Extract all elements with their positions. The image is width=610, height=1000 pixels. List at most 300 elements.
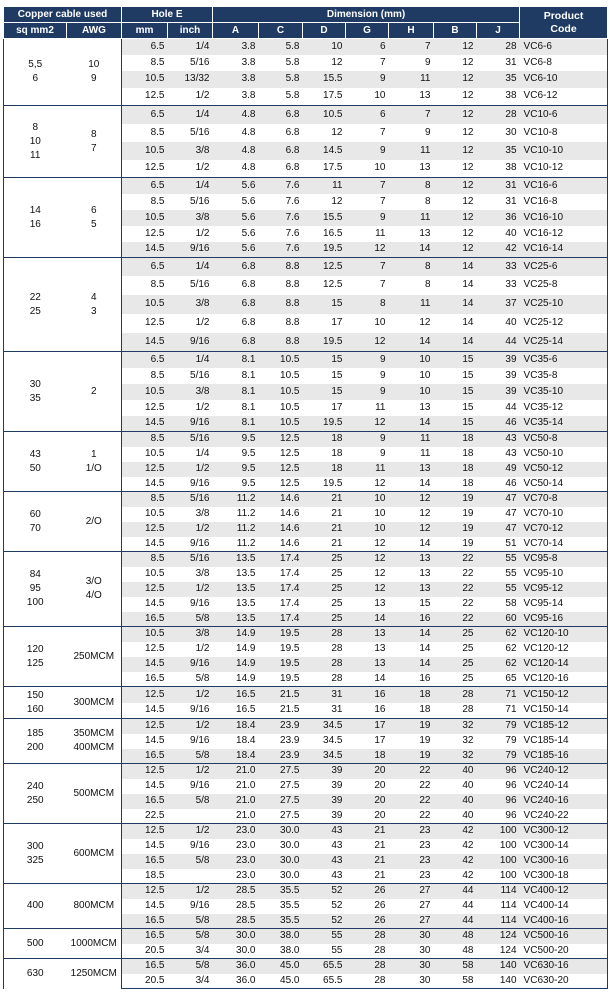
cell-b: 25 bbox=[434, 672, 477, 687]
cell-h: 23 bbox=[389, 854, 434, 869]
cell-b: 15 bbox=[462, 401, 474, 413]
cell-mm: 6.5 bbox=[122, 178, 168, 194]
cell-d: 31 bbox=[303, 703, 346, 719]
cell-b: 22 bbox=[434, 582, 477, 597]
cell-inch: 5/8 bbox=[168, 612, 213, 627]
cell-c: 38.0 bbox=[259, 944, 303, 959]
cell-g: 7 bbox=[346, 178, 389, 194]
cell-inch: 9/16 bbox=[168, 333, 213, 352]
cell-j: 31 bbox=[505, 56, 517, 68]
cell-d: 15 bbox=[303, 352, 346, 368]
cell-c: 17.4 bbox=[259, 612, 303, 627]
cell-mm: 6.5 bbox=[122, 352, 168, 368]
cell-j: 44 bbox=[477, 333, 520, 352]
cell-a: 3.8 bbox=[241, 56, 256, 68]
cell-j: 79 bbox=[477, 749, 520, 764]
product-code-cell: VC500-20 bbox=[520, 944, 608, 959]
cell-j: 35 bbox=[477, 71, 520, 88]
cell-b: 14 bbox=[434, 295, 477, 314]
cell-g: 12 bbox=[346, 242, 389, 258]
product-code-cell: VC400-12 bbox=[520, 884, 608, 899]
cell-j: 60 bbox=[477, 612, 520, 627]
product-code-cell: VC120-12 bbox=[520, 642, 608, 657]
cell-h: 13 bbox=[389, 582, 434, 597]
product-code-cell: VC70-14 bbox=[520, 537, 608, 552]
cell-inch: 1/4 bbox=[168, 39, 213, 55]
awg-value: 350MCM bbox=[73, 728, 115, 739]
cell-d: 34.5 bbox=[303, 749, 346, 764]
cell-g: 26 bbox=[346, 884, 389, 899]
cell-a: 13.5 bbox=[213, 582, 259, 597]
awg-value: 1/O bbox=[85, 462, 102, 474]
product-code-cell: VC300-18 bbox=[520, 869, 608, 884]
cell-inch: 9/16 bbox=[190, 900, 210, 911]
cell-a: 36.0 bbox=[213, 974, 259, 989]
cable-sq-mm2-cell bbox=[4, 627, 67, 687]
cell-g: 12 bbox=[374, 568, 386, 579]
cell-d: 12.5 bbox=[323, 279, 343, 290]
cell-a: 5.6 bbox=[213, 242, 259, 258]
cell-d: 31 bbox=[303, 687, 346, 703]
cable-awg-cell bbox=[67, 824, 122, 884]
cell-a: 18.4 bbox=[213, 719, 259, 734]
cell-inch bbox=[168, 869, 213, 884]
cell-g: 11 bbox=[375, 227, 386, 239]
cell-mm: 12.5 bbox=[122, 160, 168, 178]
cell-mm: 10.5 bbox=[122, 627, 168, 642]
cell-h: 18 bbox=[389, 703, 434, 719]
cell-a: 18.4 bbox=[236, 735, 256, 746]
cell-b: 28 bbox=[434, 703, 477, 719]
sq-mm2-value: 200 bbox=[26, 742, 44, 753]
cell-inch: 1/2 bbox=[168, 160, 213, 178]
cell-j: 100 bbox=[477, 869, 520, 884]
cell-inch: 1/4 bbox=[168, 106, 213, 124]
cell-inch: 5/16 bbox=[190, 126, 210, 138]
cell-mm: 6.5 bbox=[122, 39, 168, 55]
cell-inch: 1/2 bbox=[168, 764, 213, 779]
cell-c: 8.8 bbox=[285, 279, 300, 290]
product-code-cell: VC185-14 bbox=[520, 734, 608, 749]
product-code-cell: VC10-12 bbox=[520, 160, 608, 178]
cell-g: 28 bbox=[346, 974, 389, 989]
cell-b: 22 bbox=[434, 612, 477, 627]
cell-b: 40 bbox=[462, 780, 474, 791]
cable-sq-mm2-cell bbox=[4, 432, 67, 492]
sq-mm2-value: 84 bbox=[29, 569, 41, 580]
cell-inch: 1/4 bbox=[195, 448, 210, 459]
cable-awg-cell bbox=[67, 178, 122, 258]
header-dim-c: C bbox=[259, 23, 303, 39]
cell-b: 15 bbox=[434, 352, 477, 368]
sq-mm2-value: 630 bbox=[26, 967, 44, 979]
cell-h: 10 bbox=[389, 384, 434, 400]
cell-j: 100 bbox=[477, 824, 520, 839]
awg-value: 800MCM bbox=[73, 900, 115, 911]
cell-b: 12 bbox=[434, 242, 477, 258]
cell-a: 21.0 bbox=[213, 809, 259, 824]
cell-d: 16.5 bbox=[323, 227, 343, 239]
cell-d: 21 bbox=[303, 537, 346, 552]
cell-b: 19 bbox=[434, 492, 477, 507]
cell-b: 48 bbox=[434, 929, 477, 944]
cell-b: 42 bbox=[434, 824, 477, 839]
cell-mm: 14.5 bbox=[122, 657, 168, 672]
cell-d: 25 bbox=[303, 582, 346, 597]
cell-inch: 5/8 bbox=[168, 794, 213, 809]
cell-c: 7.6 bbox=[285, 195, 300, 207]
cell-c: 6.8 bbox=[259, 106, 303, 124]
product-code-cell: VC95-10 bbox=[520, 567, 608, 582]
cell-c: 19.5 bbox=[280, 643, 300, 654]
cell-c: 10.5 bbox=[280, 369, 300, 381]
cell-inch: 1/2 bbox=[168, 88, 213, 106]
cell-inch: 1/2 bbox=[168, 719, 213, 734]
cell-h: 12 bbox=[419, 317, 431, 328]
cell-h: 30 bbox=[389, 929, 434, 944]
cell-h: 30 bbox=[389, 944, 434, 959]
cell-b: 22 bbox=[462, 598, 474, 609]
cell-b: 25 bbox=[434, 657, 477, 672]
cell-g: 26 bbox=[346, 914, 389, 929]
cell-mm: 14.5 bbox=[122, 477, 168, 492]
product-code-cell: VC400-14 bbox=[520, 899, 608, 914]
cell-h: 13 bbox=[419, 568, 431, 579]
cell-j: 114 bbox=[500, 900, 517, 911]
cable-sq-mm2-cell bbox=[4, 719, 67, 764]
sq-mm2-value: 50 bbox=[29, 462, 41, 474]
cell-inch: 9/16 bbox=[168, 537, 213, 552]
cell-d: 15 bbox=[303, 295, 346, 314]
cell-mm: 10.5 bbox=[122, 295, 168, 314]
cell-inch: 5/8 bbox=[168, 959, 213, 974]
cell-j: 39 bbox=[505, 369, 517, 381]
cell-b: 12 bbox=[462, 56, 474, 68]
awg-value: 9 bbox=[90, 73, 97, 84]
product-code-cell: VC300-12 bbox=[520, 824, 608, 839]
cell-d: 19.5 bbox=[303, 477, 346, 492]
cell-a: 16.5 bbox=[213, 687, 259, 703]
cell-j: 62 bbox=[505, 643, 517, 654]
cell-c: 7.6 bbox=[259, 210, 303, 226]
cell-b: 18 bbox=[434, 477, 477, 492]
cell-mm: 14.5 bbox=[122, 537, 168, 552]
cell-a: 36.0 bbox=[213, 959, 259, 974]
header-dim-g: G bbox=[346, 23, 389, 39]
awg-value: 4/O bbox=[85, 590, 102, 601]
cell-j: 46 bbox=[477, 477, 520, 492]
cell-b: 15 bbox=[462, 369, 474, 381]
cell-c: 21.5 bbox=[259, 687, 303, 703]
product-code-cell: VC25-12 bbox=[520, 314, 608, 333]
cell-j: 55 bbox=[477, 552, 520, 567]
cell-d: 12 bbox=[331, 195, 343, 207]
cell-mm: 16.5 bbox=[122, 959, 168, 974]
cell-a: 28.5 bbox=[236, 900, 256, 911]
cell-b: 42 bbox=[462, 840, 474, 851]
cell-b: 44 bbox=[434, 914, 477, 929]
cell-b: 12 bbox=[462, 126, 474, 138]
cell-mm: 20.5 bbox=[122, 944, 168, 959]
cell-inch: 5/16 bbox=[168, 432, 213, 447]
cell-inch: 1/4 bbox=[168, 352, 213, 368]
cell-inch: 5/16 bbox=[168, 552, 213, 567]
cell-g: 9 bbox=[346, 142, 389, 160]
cell-inch: 3/8 bbox=[195, 568, 210, 579]
cell-h: 14 bbox=[389, 627, 434, 642]
cell-c: 7.6 bbox=[285, 227, 300, 239]
sq-mm2-value: 14 bbox=[29, 204, 41, 216]
cell-c: 7.6 bbox=[259, 242, 303, 258]
cable-sq-mm2-cell bbox=[4, 178, 67, 258]
cell-g: 9 bbox=[346, 71, 389, 88]
cell-c: 14.6 bbox=[280, 508, 300, 519]
cell-h: 27 bbox=[389, 914, 434, 929]
cell-b: 28 bbox=[434, 687, 477, 703]
cell-b: 58 bbox=[434, 974, 477, 989]
cell-c: 23.9 bbox=[259, 749, 303, 764]
cell-a: 11.2 bbox=[213, 537, 259, 552]
cell-a: 13.5 bbox=[213, 552, 259, 567]
cell-a: 13.5 bbox=[236, 598, 256, 609]
cell-j: 31 bbox=[477, 178, 520, 194]
cell-mm: 12.5 bbox=[145, 317, 165, 328]
cell-h: 22 bbox=[419, 780, 431, 791]
cell-j: 100 bbox=[499, 840, 517, 851]
product-code-cell: VC16-8 bbox=[520, 194, 608, 210]
header-inch: inch bbox=[168, 23, 213, 39]
cell-g: 20 bbox=[374, 780, 386, 791]
cell-a: 8.1 bbox=[213, 352, 259, 368]
cell-g: 9 bbox=[379, 448, 386, 459]
cell-a: 11.2 bbox=[213, 492, 259, 507]
cell-mm: 12.5 bbox=[122, 719, 168, 734]
cell-a: 13.5 bbox=[236, 568, 256, 579]
product-code-cell: VC50-8 bbox=[520, 432, 608, 447]
product-code-cell: VC50-10 bbox=[520, 447, 608, 462]
cable-sq-mm2-cell bbox=[4, 959, 67, 989]
cell-a: 6.8 bbox=[241, 317, 256, 328]
cell-g: 9 bbox=[379, 369, 386, 381]
product-code-cell: VC240-12 bbox=[520, 764, 608, 779]
table-row bbox=[4, 39, 608, 55]
cell-g: 10 bbox=[346, 522, 389, 537]
sq-mm2-value: 11 bbox=[30, 149, 41, 161]
cell-g: 21 bbox=[346, 854, 389, 869]
cell-g: 14 bbox=[346, 612, 389, 627]
cell-c: 27.5 bbox=[280, 780, 300, 791]
cell-j: 33 bbox=[505, 279, 517, 290]
product-code-cell: VC240-22 bbox=[520, 809, 608, 824]
product-code-cell: VC95-8 bbox=[520, 552, 608, 567]
cell-b: 14 bbox=[462, 279, 474, 290]
cell-inch: 3/4 bbox=[168, 974, 213, 989]
cell-b: 40 bbox=[434, 794, 477, 809]
product-code-cell: VC16-6 bbox=[520, 178, 608, 194]
cell-inch: 3/8 bbox=[195, 508, 210, 519]
product-code-cell: VC25-8 bbox=[520, 276, 608, 295]
cable-sq-mm2-cell bbox=[4, 824, 67, 884]
cell-g: 13 bbox=[374, 643, 386, 654]
cell-j: 96 bbox=[477, 764, 520, 779]
cell-c: 17.4 bbox=[280, 598, 300, 609]
cell-mm: 22.5 bbox=[122, 809, 168, 824]
cell-mm: 12.5 bbox=[122, 582, 168, 597]
cell-j: 43 bbox=[505, 448, 517, 459]
cell-mm: 6.5 bbox=[122, 106, 168, 124]
cell-j: 96 bbox=[477, 809, 520, 824]
cell-h: 9 bbox=[424, 126, 431, 138]
cable-awg-cell bbox=[67, 959, 122, 989]
sq-mm2-value: 125 bbox=[26, 657, 44, 669]
cell-a: 23.0 bbox=[213, 869, 259, 884]
cell-inch: 5/16 bbox=[190, 56, 210, 68]
cell-inch: 1/2 bbox=[168, 582, 213, 597]
cell-c: 17.4 bbox=[280, 568, 300, 579]
cell-c: 30.0 bbox=[259, 869, 303, 884]
cable-awg-cell bbox=[67, 719, 122, 764]
cell-j: 124 bbox=[477, 944, 520, 959]
cell-h: 14 bbox=[389, 537, 434, 552]
sq-mm2-value: 8 bbox=[32, 121, 39, 133]
cell-inch: 1/2 bbox=[195, 643, 210, 654]
cell-g: 7 bbox=[379, 126, 386, 138]
cell-mm: 14.5 bbox=[145, 900, 165, 911]
cell-g: 9 bbox=[346, 384, 389, 400]
cell-c: 35.5 bbox=[259, 884, 303, 899]
product-code-cell: VC185-16 bbox=[520, 749, 608, 764]
cable-sq-mm2-cell bbox=[4, 258, 67, 352]
cell-h: 11 bbox=[389, 142, 434, 160]
cell-a: 13.5 bbox=[213, 612, 259, 627]
cell-h: 19 bbox=[389, 749, 434, 764]
cell-j: 124 bbox=[477, 929, 520, 944]
table-row bbox=[4, 432, 608, 447]
cell-d: 15.5 bbox=[303, 210, 346, 226]
awg-value: 600MCM bbox=[73, 847, 115, 859]
sq-mm2-value: 100 bbox=[26, 597, 44, 608]
cell-inch: 3/8 bbox=[168, 142, 213, 160]
cable-awg-cell bbox=[67, 352, 122, 432]
cell-h: 19 bbox=[419, 735, 431, 746]
product-code-cell: VC16-12 bbox=[520, 226, 608, 242]
cell-d: 39 bbox=[303, 764, 346, 779]
cell-c: 10.5 bbox=[280, 401, 300, 413]
cable-sq-mm2-cell bbox=[4, 552, 67, 627]
cell-d: 18 bbox=[303, 432, 346, 447]
cell-inch: 9/16 bbox=[168, 477, 213, 492]
product-code-cell: VC50-14 bbox=[520, 477, 608, 492]
cell-g: 13 bbox=[346, 657, 389, 672]
cell-g: 20 bbox=[346, 794, 389, 809]
cell-mm: 16.5 bbox=[122, 854, 168, 869]
cell-h: 30 bbox=[389, 959, 434, 974]
cell-a: 16.5 bbox=[213, 703, 259, 719]
product-code-cell: VC500-16 bbox=[520, 929, 608, 944]
cell-inch: 1/2 bbox=[168, 462, 213, 477]
cell-g: 13 bbox=[346, 627, 389, 642]
sq-mm2-value: 150 bbox=[26, 689, 44, 701]
cell-c: 10.5 bbox=[259, 384, 303, 400]
product-code-cell: VC6-6 bbox=[520, 39, 608, 55]
cell-a: 14.9 bbox=[213, 627, 259, 642]
product-code-cell: VC300-16 bbox=[520, 854, 608, 869]
product-code-cell: VC25-6 bbox=[520, 258, 608, 276]
header-product-code bbox=[520, 7, 608, 39]
cell-mm: 8.5 bbox=[150, 56, 165, 68]
sq-mm2-value: 60 bbox=[29, 508, 41, 520]
cell-a: 14.9 bbox=[236, 643, 256, 654]
product-code-cell: VC240-16 bbox=[520, 794, 608, 809]
cell-j: 100 bbox=[477, 854, 520, 869]
cell-c: 8.8 bbox=[259, 333, 303, 352]
cell-inch: 3/8 bbox=[168, 210, 213, 226]
cell-g: 9 bbox=[346, 432, 389, 447]
cell-mm: 8.5 bbox=[150, 369, 165, 381]
table-row bbox=[4, 764, 608, 779]
cell-g: 21 bbox=[374, 840, 386, 851]
cell-d: 10.5 bbox=[303, 106, 346, 124]
cell-mm: 8.5 bbox=[150, 279, 165, 290]
cell-d: 19.5 bbox=[303, 242, 346, 258]
cell-d: 28 bbox=[303, 627, 346, 642]
cell-g: 12 bbox=[346, 333, 389, 352]
cell-d: 28 bbox=[303, 672, 346, 687]
cell-d: 55 bbox=[303, 929, 346, 944]
cell-a: 5.6 bbox=[213, 178, 259, 194]
cable-awg-cell bbox=[67, 39, 122, 106]
cell-g: 12 bbox=[346, 537, 389, 552]
awg-value: 4 bbox=[90, 291, 97, 303]
cell-inch: 5/8 bbox=[168, 914, 213, 929]
product-code-cell: VC240-14 bbox=[520, 779, 608, 794]
awg-value: 5 bbox=[90, 218, 97, 230]
cell-b: 15 bbox=[434, 384, 477, 400]
cell-c: 27.5 bbox=[259, 809, 303, 824]
product-code-cell: VC70-10 bbox=[520, 507, 608, 522]
cell-j: 28 bbox=[477, 39, 520, 55]
cell-b: 14 bbox=[462, 317, 474, 328]
cell-d: 28 bbox=[331, 643, 343, 654]
cell-c: 5.8 bbox=[259, 71, 303, 88]
cell-d: 15 bbox=[331, 369, 343, 381]
cell-c: 17.4 bbox=[259, 552, 303, 567]
cell-h: 10 bbox=[389, 352, 434, 368]
cell-d: 11 bbox=[303, 178, 346, 194]
cell-j: 49 bbox=[477, 462, 520, 477]
header-dim-j: J bbox=[477, 23, 520, 39]
cell-inch: 5/8 bbox=[168, 929, 213, 944]
cell-g: 28 bbox=[346, 929, 389, 944]
cable-lug-spec-table bbox=[3, 6, 608, 989]
cell-h: 13 bbox=[419, 227, 431, 239]
awg-value: 2 bbox=[90, 385, 97, 397]
header-dim-d: D bbox=[303, 23, 346, 39]
sq-mm2-value: 35 bbox=[29, 392, 41, 404]
cell-a: 9.5 bbox=[213, 462, 259, 477]
cell-mm: 10.5 bbox=[122, 142, 168, 160]
cell-b: 14 bbox=[434, 258, 477, 276]
cell-mm: 16.5 bbox=[122, 914, 168, 929]
cable-sq-mm2-cell bbox=[4, 929, 67, 959]
cell-c: 6.8 bbox=[285, 126, 300, 138]
cell-inch: 5/16 bbox=[190, 369, 210, 381]
cell-c: 12.5 bbox=[280, 448, 300, 459]
table-row bbox=[4, 258, 608, 276]
cell-b: 12 bbox=[434, 106, 477, 124]
cell-a: 18.4 bbox=[213, 749, 259, 764]
cell-d: 43 bbox=[303, 869, 346, 884]
